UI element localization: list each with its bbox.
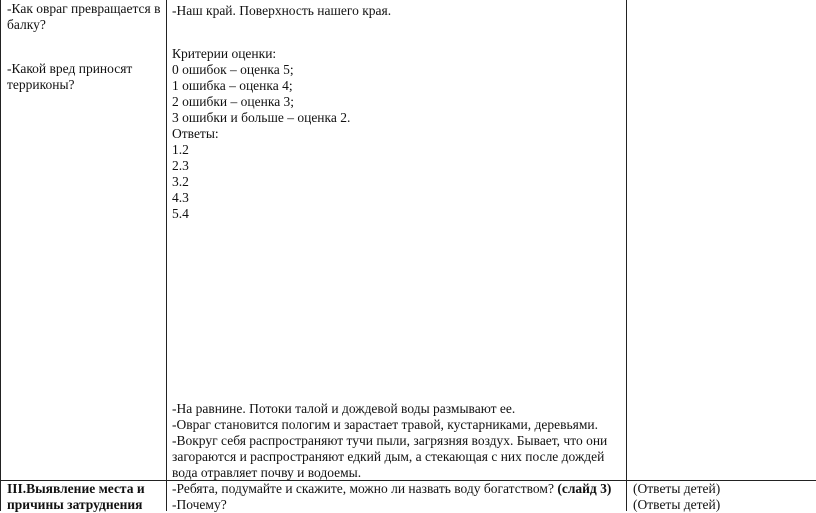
question-ravine: -Как овраг превращается в балку?	[7, 1, 161, 32]
criteria-item: 2 ошибки – оценка 3;	[172, 94, 295, 109]
children-answers: (Ответы детей)	[633, 481, 721, 496]
response-line: -Вокруг себя распространяют тучи пыли, загрязняя воздух. Бывает, что они загораются и распространяют едкий дым, а стекающая с них после дождей вода отравляет почву и водоемы.	[172, 433, 608, 480]
answer-item: 1.2	[172, 142, 189, 157]
question-why: -Почему?	[172, 497, 227, 512]
answer-item: 5.4	[172, 206, 189, 221]
stage-title-line2: причины затруднения	[7, 497, 143, 512]
row2-col3-cell	[633, 481, 813, 513]
column-divider-1	[166, 0, 167, 511]
response-line: -На равнине. Потоки талой и дождевой воды размывают ее.	[172, 401, 516, 416]
row1-col2-cell	[172, 3, 622, 222]
response-line: -Овраг становится пологим и зарастает травой, кустарниками, деревьями.	[172, 417, 599, 432]
responses-block	[172, 401, 618, 481]
answer-item: 4.3	[172, 190, 189, 205]
answer-item: 3.2	[172, 174, 189, 189]
question-spoil-heaps: -Какой вред приносят терриконы?	[7, 61, 133, 92]
criteria-item: 3 ошибки и больше – оценка 2.	[172, 110, 351, 125]
row1-col1-cell	[7, 1, 163, 93]
column-divider-2	[626, 0, 627, 511]
answers-title: Ответы:	[172, 126, 219, 141]
stage-title-line1: III.Выявление места и	[7, 481, 145, 496]
topic-line: -Наш край. Поверхность нашего края.	[172, 3, 392, 18]
children-answers: (Ответы детей)	[633, 497, 721, 512]
row2-col2-cell	[172, 481, 622, 513]
slide-reference: (слайд 3)	[557, 481, 612, 496]
criteria-item: 0 ошибок – оценка 5;	[172, 62, 294, 77]
criteria-item: 1 ошибка – оценка 4;	[172, 78, 293, 93]
criteria-title: Критерии оценки:	[172, 46, 277, 61]
question-water-text: -Ребята, подумайте и скажите, можно ли назвать воду богатством?	[172, 481, 554, 496]
row2-col1-cell	[7, 481, 163, 513]
question-water-wealth	[172, 481, 622, 497]
table-border-left	[0, 0, 1, 511]
answer-item: 2.3	[172, 158, 189, 173]
